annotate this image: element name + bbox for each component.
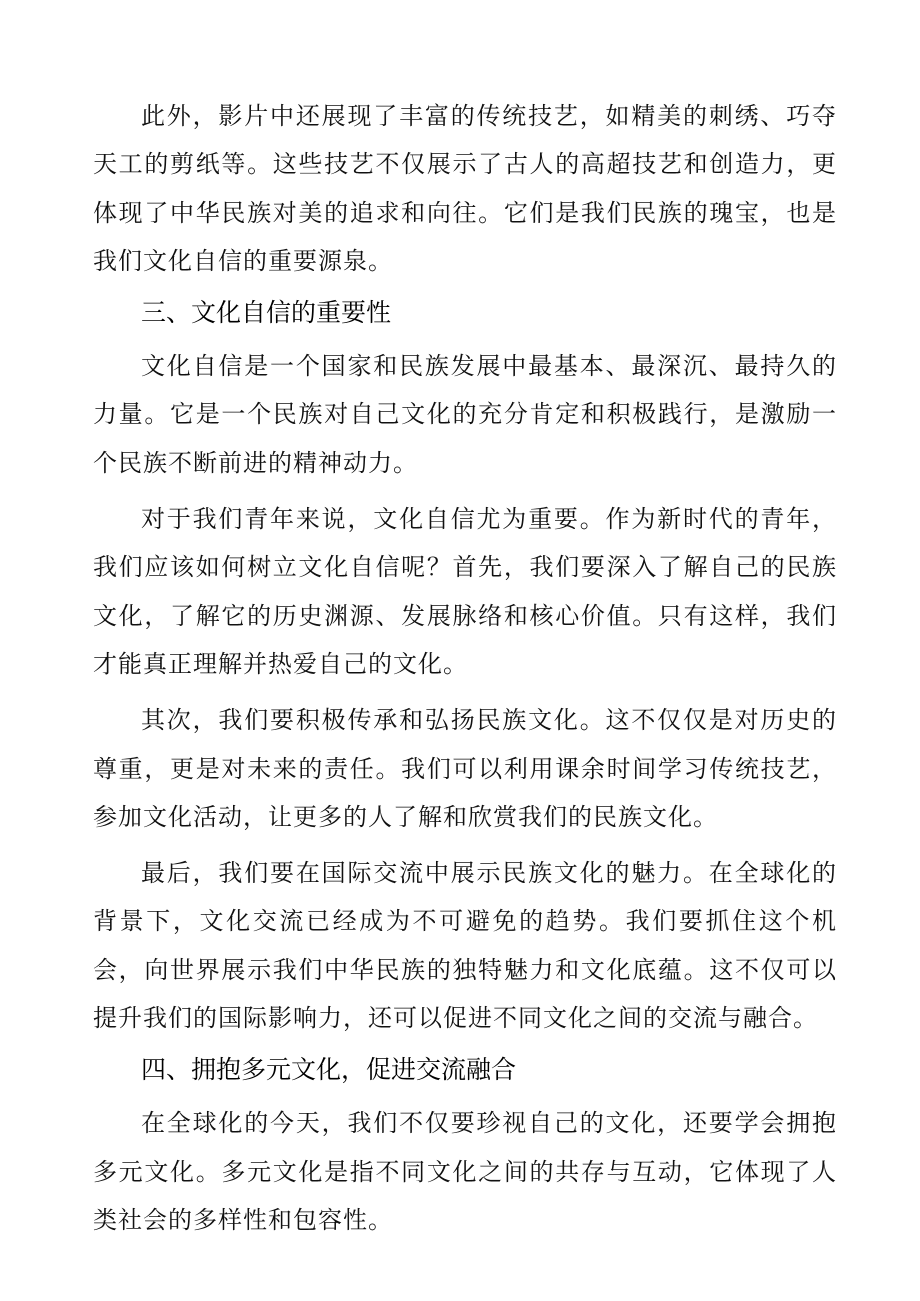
paragraph-multicultural: 在全球化的今天，我们不仅要珍视自己的文化，还要学会拥抱多元文化。多元文化是指不同文化之间的共存与互动，它体现了人类社会的多样性和包容性。 (93, 1109, 837, 1234)
section-heading-4: 四、拥抱多元文化，促进交流融合 (141, 1055, 517, 1085)
paragraph-youth: 对于我们青年来说，文化自信尤为重要。作为新时代的青年，我们应该如何树立文化自信呢？首先，我们要深入了解自己的民族文化，了解它的历史渊源、发展脉络和核心价值。只有这样，我们才能真正理解并热爱自己的文化。 (93, 505, 837, 678)
paragraph-cultural-confidence: 文化自信是一个国家和民族发展中最基本、最深沉、最持久的力量。它是一个民族对自己文化的充分肯定和积极践行，是激励一个民族不断前进的精神动力。 (93, 352, 837, 477)
paragraph-inherit: 其次，我们要积极传承和弘扬民族文化。这不仅仅是对历史的尊重，更是对未来的责任。我们可以利用课余时间学习传统技艺，参加文化活动，让更多的人了解和欣赏我们的民族文化。 (93, 706, 837, 831)
paragraph-international: 最后，我们要在国际交流中展示民族文化的魅力。在全球化的背景下，文化交流已经成为不可避免的趋势。我们要抓住这个机会，向世界展示我们中华民族的独特魅力和文化底蕴。这不仅可以提升我们的国际影响力，还可以促进不同文化之间的交流与融合。 (93, 859, 837, 1033)
document-body (93, 92, 837, 1244)
section-heading-3: 三、文化自信的重要性 (141, 298, 392, 328)
paragraph-traditional-crafts: 此外，影片中还展现了丰富的传统技艺，如精美的刺绣、巧夺天工的剪纸等。这些技艺不仅展示了古人的高超技艺和创造力，更体现了中华民族对美的追求和向往。它们是我们民族的瑰宝，也是我们文化自信的重要源泉。 (93, 102, 837, 275)
